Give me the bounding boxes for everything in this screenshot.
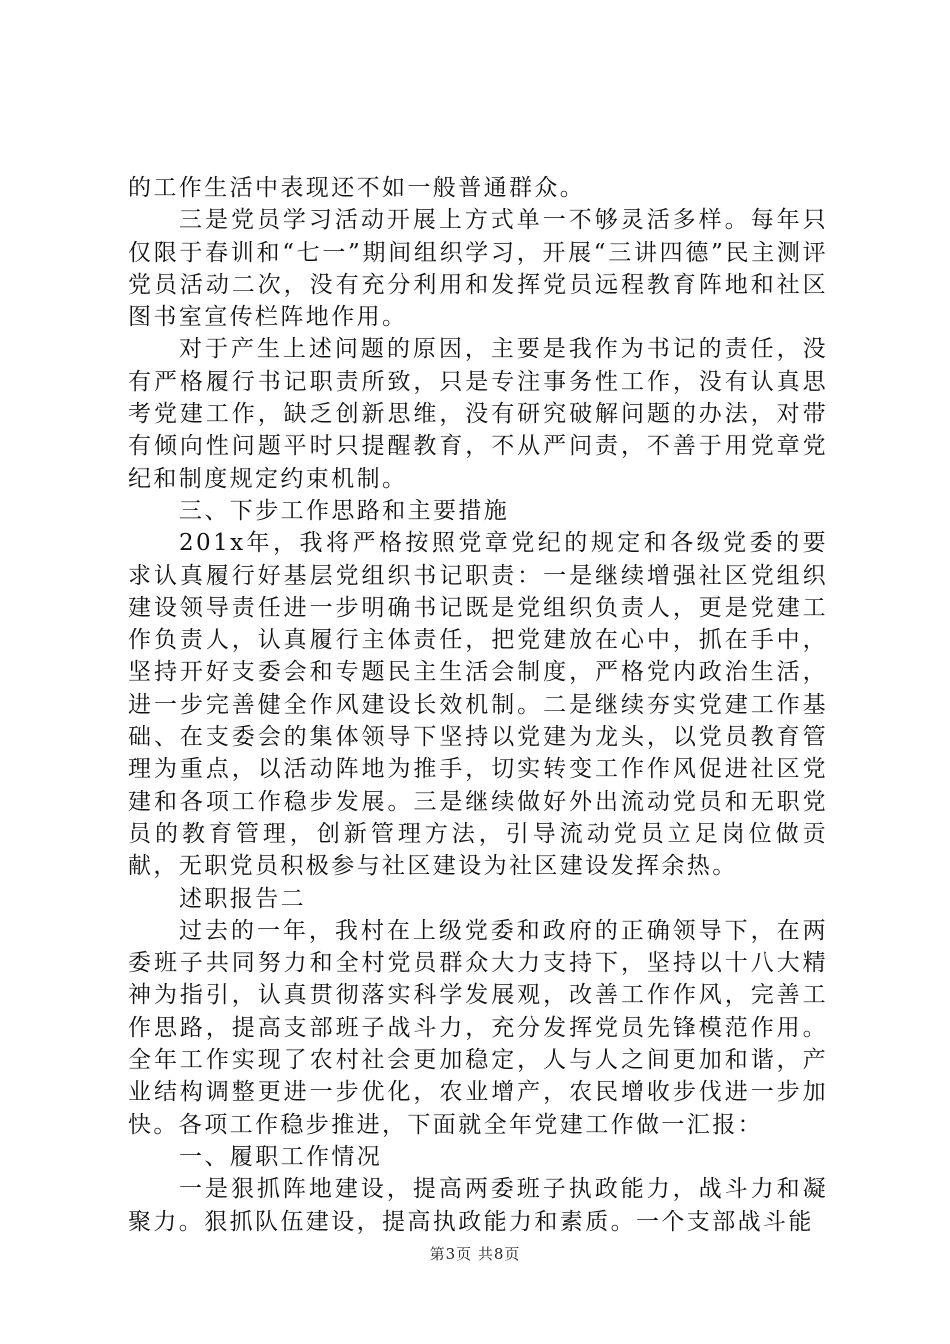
paragraph: 的工作生活中表现还不如一般普通群众。 bbox=[128, 175, 586, 201]
document-body bbox=[128, 172, 828, 1238]
paragraph: 三、下步工作思路和主要措施 bbox=[179, 497, 510, 524]
paragraph: 述职报告二 bbox=[179, 885, 306, 912]
paragraph: 过去的一年，我村在上级党委和政府的正确领导下，在两委班子共同努力和全村党员群众大力支持下，坚持以十八大精神为指引，认真贯彻落实科学发展观，改善工作作风，完善工作思路，提高支部班子战斗力，充分发挥党员先锋模范作用。全年工作实现了农村社会更加稳定，人与人之间更加和谐，产业结构调整更进一步优化，农业增产，农民增收步伐进一步加快。各项工作稳步推进，下面就全年党建工作做一汇报： bbox=[128, 917, 828, 1138]
paragraph: 对于产生上述问题的原因，主要是我作为书记的责任，没有严格履行书记职责所致，只是专注事务性工作，没有认真思考党建工作，缺乏创新思维，没有研究破解问题的办法，对带有倾向性问题平时只提醒教育，不从严问责，不善于用党章党纪和制度规定约束机制。 bbox=[128, 336, 828, 492]
page-number-label: 第3页 共8页 bbox=[429, 1245, 521, 1263]
page-footer bbox=[0, 1243, 950, 1264]
paragraph: 201x年，我将严格按照党章党纪的规定和各级党委的要求认真履行好基层党组织书记职责：一是继续增强社区党组织建设领导责任进一步明确书记既是党组织负责人，更是党建工作负责人，认真履行主体责任，把党建放在心中，抓在手中，坚持开好支委会和专题民主生活会制度，严格党内政治生活，进一步完善健全作风建设长效机制。二是继续夯实党建工作基础、在支委会的集体领导下坚持以党建为龙头，以党员教育管理为重点，以活动阵地为推手，切实转变工作作风促进社区党建和各项工作稳步发展。三是继续做好外出流动党员和无职党员的教育管理，创新管理方法，引导流动党员立足岗位做贡献，无职党员积极参与社区建设为社区建设发挥余热。 bbox=[128, 530, 828, 880]
paragraph: 一、履职工作情况 bbox=[179, 1143, 383, 1170]
paragraph: 一是狠抓阵地建设，提高两委班子执政能力，战斗力和凝聚力。狠抓队伍建设，提高执政能力和素质。一个支部战斗能 bbox=[128, 1176, 828, 1235]
paragraph: 三是党员学习活动开展上方式单一不够灵活多样。每年只仅限于春训和“七一”期间组织学习，开展“三讲四德”民主测评党员活动二次，没有充分利用和发挥党员远程教育阵地和社区图书室宣传栏阵地作用。 bbox=[128, 207, 828, 331]
